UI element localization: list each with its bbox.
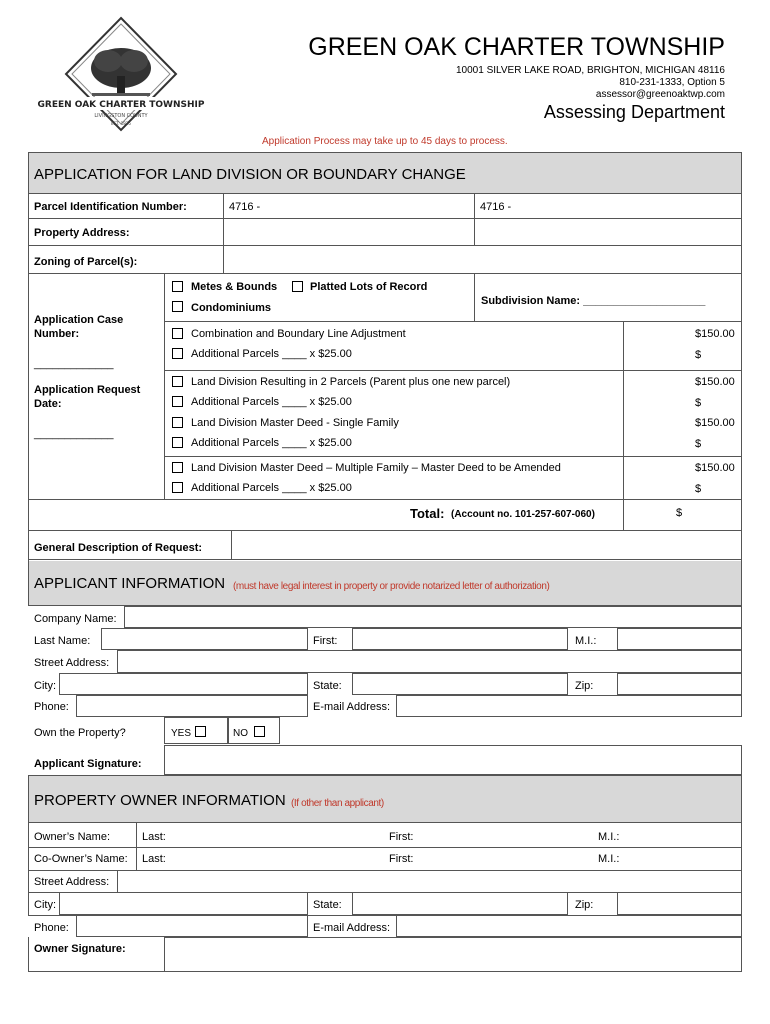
option-fee: $150.00: [695, 376, 735, 388]
owner-zip-input[interactable]: [617, 892, 742, 915]
section3-title: PROPERTY OWNER INFORMATION: [34, 792, 286, 809]
township-logo: [37, 16, 205, 132]
option-label: Additional Parcels ____ x $25.00: [191, 482, 352, 494]
yes-label: YES: [171, 728, 192, 739]
owner-email-input[interactable]: [396, 915, 742, 937]
department-title: Assessing Department: [543, 102, 725, 122]
case-number-label: Application Case: [34, 314, 124, 326]
parcel-id-2[interactable]: 4716 -: [480, 201, 512, 213]
option-checkbox[interactable]: [172, 437, 183, 448]
applicant-signature-input[interactable]: [164, 745, 742, 775]
company-label: Company Name:: [34, 613, 117, 625]
township-title: GREEN OAK CHARTER TOWNSHIP: [308, 33, 725, 61]
property-address-label: Property Address:: [34, 227, 130, 239]
street-input[interactable]: [117, 650, 742, 673]
condominiums-checkbox[interactable]: [172, 301, 183, 312]
option-fee: $: [695, 483, 702, 495]
option-checkbox[interactable]: [172, 328, 183, 339]
request-date-label: Application Request: [34, 384, 141, 396]
zoning-label: Zoning of Parcel(s):: [34, 256, 138, 268]
township-address: 10001 SILVER LAKE ROAD, BRIGHTON, MICHIGAN 48116: [456, 65, 725, 76]
owner-mi-label[interactable]: M.I.:: [598, 831, 620, 843]
owner-phone-input[interactable]: [76, 915, 308, 937]
platted-lots-checkbox[interactable]: [292, 281, 303, 292]
metes-bounds-label: Metes & Bounds: [191, 281, 278, 293]
owner-name-label: Owner’s Name:: [34, 831, 111, 843]
total-account: (Account no. 101-257-607-060): [451, 509, 595, 520]
option-checkbox[interactable]: [172, 376, 183, 387]
owner-street-label: Street Address:: [34, 876, 110, 888]
option-label: Additional Parcels ____ x $25.00: [191, 396, 352, 408]
state-input[interactable]: [352, 673, 568, 695]
yes-checkbox[interactable]: [195, 726, 206, 737]
parcel-label: Parcel Identification Number:: [34, 201, 187, 213]
owner-phone-label: Phone:: [34, 922, 69, 934]
owner-zip-label: Zip:: [575, 899, 594, 911]
option-fee: $: [695, 349, 702, 361]
request-date-label-2: Date:: [34, 398, 62, 410]
email-label: E-mail Address:: [313, 701, 391, 713]
option-checkbox[interactable]: [172, 482, 183, 493]
owner-first-label[interactable]: First:: [389, 831, 414, 843]
state-label: State:: [313, 680, 342, 692]
option-fee: $: [695, 438, 702, 450]
case-number-input[interactable]: _____________: [34, 358, 114, 370]
zoning-input[interactable]: [224, 246, 741, 273]
option-label: Land Division Master Deed – Multiple Family – Master Deed to be Amended: [191, 462, 561, 474]
option-fee: $150.00: [695, 462, 735, 474]
option-checkbox[interactable]: [172, 348, 183, 359]
oak-tree-logo-icon: [37, 16, 205, 132]
option-checkbox[interactable]: [172, 417, 183, 428]
coowner-mi-label[interactable]: M.I.:: [598, 853, 620, 865]
last-name-label: Last Name:: [34, 635, 91, 647]
property-address-input[interactable]: [224, 219, 474, 245]
own-property-label: Own the Property?: [34, 727, 126, 739]
zip-label: Zip:: [575, 680, 594, 692]
street-label: Street Address:: [34, 657, 110, 669]
owner-state-input[interactable]: [352, 892, 568, 915]
township-email: assessor@greenoaktwp.com: [595, 89, 725, 100]
owner-state-label: State:: [313, 899, 342, 911]
owner-last-label[interactable]: Last:: [142, 831, 166, 843]
condominiums-label: Condominiums: [191, 302, 272, 314]
no-checkbox[interactable]: [254, 726, 265, 737]
owner-email-label: E-mail Address:: [313, 922, 391, 934]
svg-text:LIVINGSTON COUNTY: LIVINGSTON COUNTY: [94, 113, 148, 119]
phone-label: Phone:: [34, 701, 69, 713]
total-value[interactable]: $: [676, 507, 683, 519]
owner-signature-input[interactable]: [164, 937, 742, 972]
coowner-first-label[interactable]: First:: [389, 853, 414, 865]
description-input[interactable]: [232, 531, 741, 559]
coowner-name-label: Co-Owner’s Name:: [34, 853, 128, 865]
phone-input[interactable]: [76, 695, 308, 717]
total-label: Total:: [410, 506, 445, 521]
owner-signature-label: Owner Signature:: [34, 943, 126, 955]
request-date-input[interactable]: _____________: [34, 428, 114, 440]
no-label: NO: [233, 728, 248, 739]
owner-city-label: City:: [34, 899, 56, 911]
metes-bounds-checkbox[interactable]: [172, 281, 183, 292]
township-phone: 810-231-1333, Option 5: [619, 77, 725, 88]
parcel-id-1[interactable]: 4716 -: [229, 201, 261, 213]
mi-input[interactable]: [617, 628, 742, 650]
email-input[interactable]: [396, 695, 742, 717]
coowner-last-label[interactable]: Last:: [142, 853, 166, 865]
owner-city-input[interactable]: [59, 892, 308, 915]
section3-note: (If other than applicant): [291, 798, 384, 809]
case-number-label-2: Number:: [34, 328, 80, 340]
option-label: Additional Parcels ____ x $25.00: [191, 348, 352, 360]
first-name-label: First:: [313, 635, 338, 647]
platted-lots-label: Platted Lots of Record: [310, 281, 428, 293]
section1-title: APPLICATION FOR LAND DIVISION OR BOUNDARY CHANGE: [34, 166, 466, 183]
section2-note: (must have legal interest in property or provide notarized letter of authorization): [233, 581, 550, 592]
svg-text:GREEN OAK CHARTER TOWNSHIP: GREEN OAK CHARTER TOWNSHIP: [37, 100, 205, 110]
option-label: Additional Parcels ____ x $25.00: [191, 437, 352, 449]
option-fee: $150.00: [695, 417, 735, 429]
description-label: General Description of Request:: [34, 542, 203, 554]
section2-title: APPLICANT INFORMATION: [34, 575, 226, 592]
applicant-signature-label: Applicant Signature:: [34, 758, 142, 770]
option-label: Combination and Boundary Line Adjustment: [191, 328, 406, 340]
processing-notice: Application Process may take up to 45 days to process.: [262, 136, 508, 147]
option-fee: $: [695, 397, 702, 409]
option-checkbox[interactable]: [172, 462, 183, 473]
city-label: City:: [34, 680, 56, 692]
zip-input[interactable]: [617, 673, 742, 695]
city-input[interactable]: [59, 673, 308, 695]
first-name-input[interactable]: [352, 628, 568, 650]
last-name-input[interactable]: [101, 628, 308, 650]
mi-label: M.I.:: [575, 635, 597, 647]
svg-text:EST. 1835: EST. 1835: [111, 121, 131, 126]
option-label: Land Division Master Deed - Single Family: [191, 417, 399, 429]
subdivision-name-field[interactable]: Subdivision Name: ____________________: [481, 295, 706, 307]
option-label: Land Division Resulting in 2 Parcels (Parent plus one new parcel): [191, 376, 511, 388]
option-checkbox[interactable]: [172, 396, 183, 407]
option-fee: $150.00: [695, 328, 735, 340]
company-input[interactable]: [124, 606, 742, 628]
